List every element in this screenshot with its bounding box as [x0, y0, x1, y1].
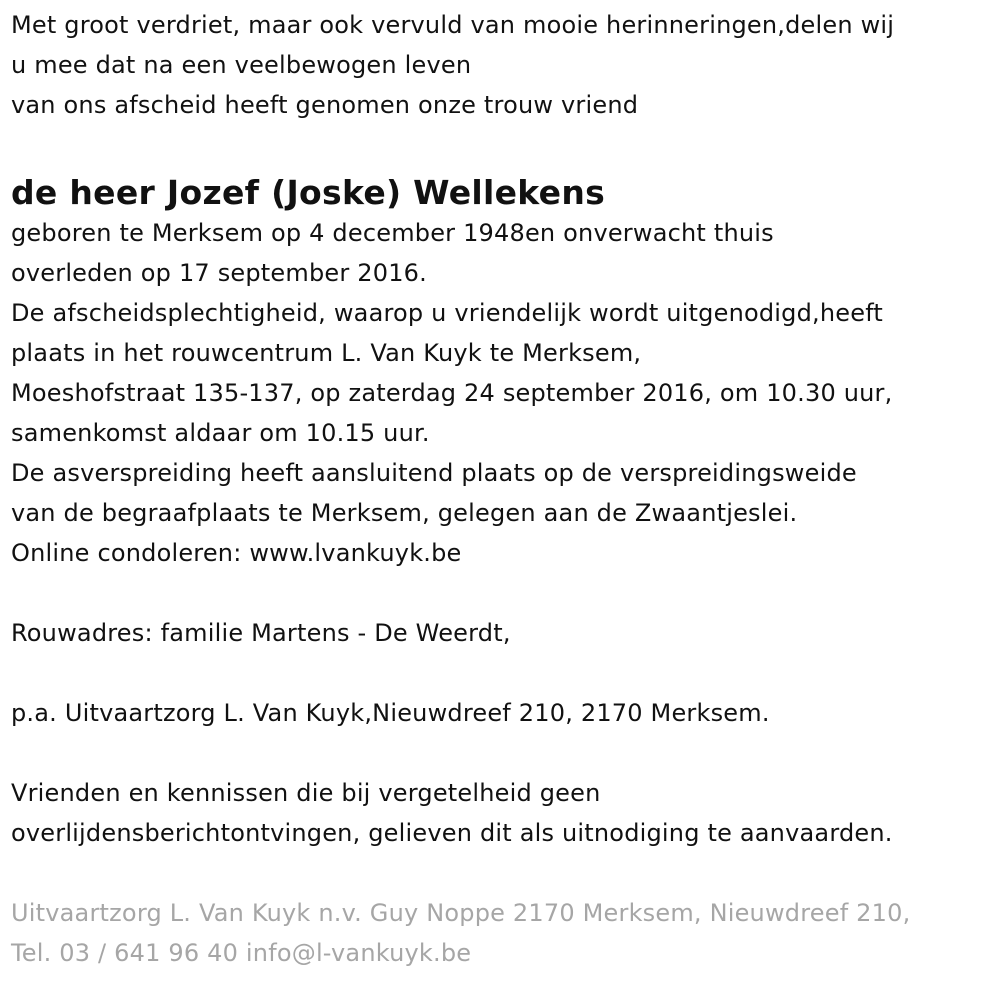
detail-line-7: De asverspreiding heeft aansluitend plaats op de verspreidingsweide [11, 459, 857, 487]
spacer [11, 733, 996, 773]
detail-line-4: plaats in het rouwcentrum L. Van Kuyk te Merksem, [11, 339, 642, 367]
rouwadres-line: Rouwadres: familie Martens - De Weerdt, [11, 619, 511, 647]
funeral-home-footer [11, 893, 996, 973]
detail-line-8: van de begraafplaats te Merksem, gelegen aan de Zwaantjeslei. [11, 499, 798, 527]
detail-line-5: Moeshofstraat 135-137, op zaterdag 24 september 2016, om 10.30 uur, [11, 379, 893, 407]
obituary-notice [11, 0, 996, 973]
pa-address-line: p.a. Uitvaartzorg L. Van Kuyk,Nieuwdreef 210, 2170 Merksem. [11, 699, 770, 727]
detail-line-1: geboren te Merksem op 4 december 1948en onverwacht thuis [11, 219, 774, 247]
detail-line-6: samenkomst aldaar om 10.15 uur. [11, 419, 430, 447]
intro-line-1: Met groot verdriet, maar ook vervuld van mooie herinneringen,delen wij [11, 11, 895, 39]
intro-line-3: van ons afscheid heeft genomen onze trouw vriend [11, 91, 639, 119]
online-condolence-line: Online condoleren: www.lvankuyk.be [11, 539, 462, 567]
deceased-name: de heer Jozef (Joske) Wellekens [11, 173, 606, 212]
detail-line-2: overleden op 17 september 2016. [11, 259, 427, 287]
notice-line-2: overlijdensberichtontvingen, gelieven dit als uitnodiging te aanvaarden. [11, 819, 893, 847]
detail-line-3: De afscheidsplechtigheid, waarop u vriendelijk wordt uitgenodigd,heeft [11, 299, 884, 327]
notice-line-1: Vrienden en kennissen die bij vergetelheid geen [11, 779, 601, 807]
intro-line-2: u mee dat na een veelbewogen leven [11, 51, 472, 79]
spacer [11, 653, 996, 693]
footer-line-2: Tel. 03 / 641 96 40 info@l-vankuyk.be [11, 939, 472, 967]
spacer [11, 573, 996, 613]
footer-line-1: Uitvaartzorg L. Van Kuyk n.v. Guy Noppe 2170 Merksem, Nieuwdreef 210, [11, 899, 911, 927]
